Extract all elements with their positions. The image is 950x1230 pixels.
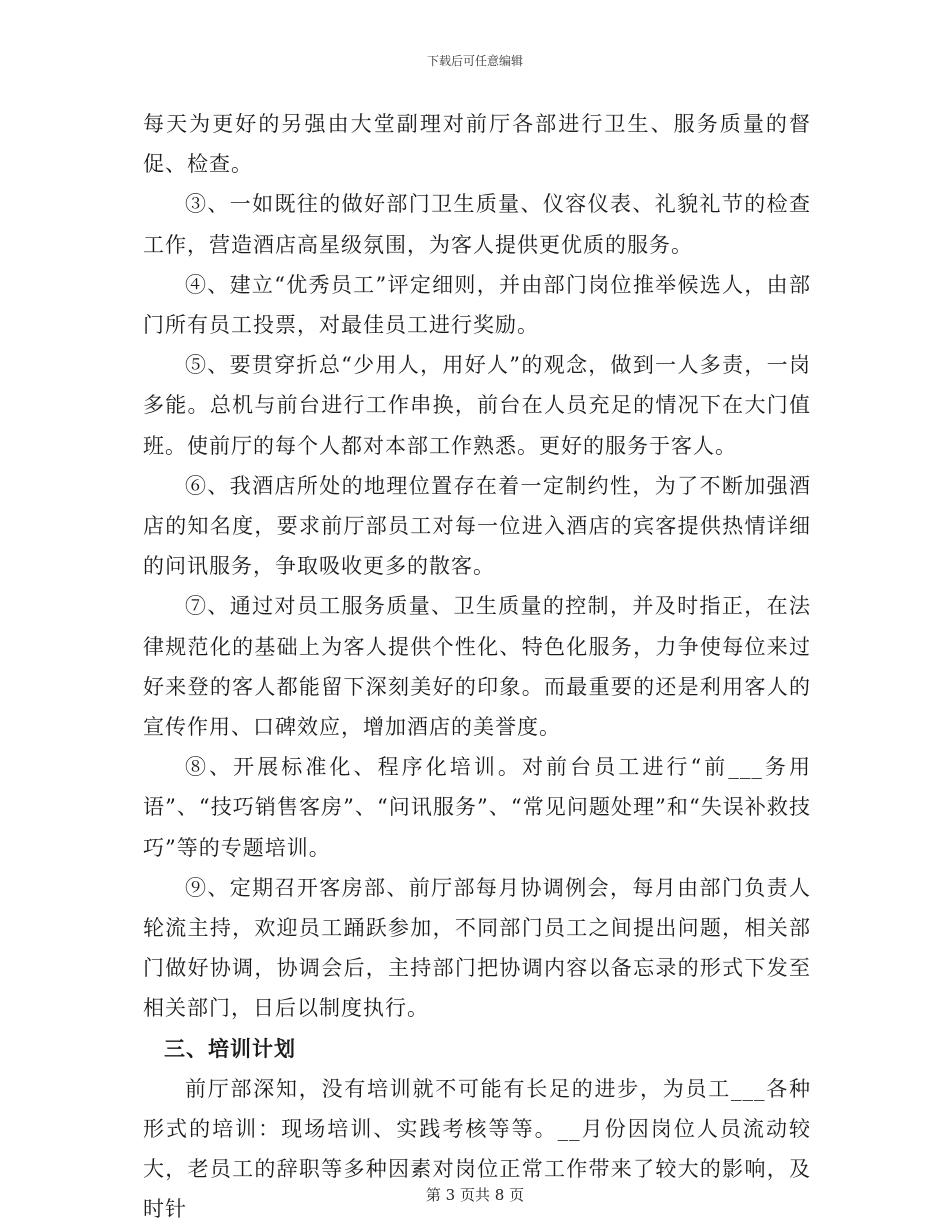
- paragraph-training: 前厅部深知，没有培训就不可能有长足的进步，为员工___各种形式的培训：现场培训、实践考核等等。__月份因岗位人员流动较大，老员工的辞职等多种因素对岗位正常工作带来了较大的影响，及时针: [143, 1076, 811, 1222]
- section-heading: 三、培训计划: [164, 1036, 296, 1061]
- document-body: [143, 104, 811, 1230]
- paragraph-item-9: ⑨、定期召开客房部、前厅部每月协调例会，每月由部门负责人轮流主持，欢迎员工踊跃参加，不同部门员工之间提出问题，相关部门做好协调，协调会后，主持部门把协调内容以备忘录的形式下发至相关部门，日后以制度执行。: [143, 875, 811, 1021]
- paragraph-item-8: ⑧、开展标准化、程序化培训。对前台员工进行“前___务用语”、“技巧销售客房”、“问讯服务”、“常见问题处理”和“失误补救技巧”等的专题培训。: [143, 755, 811, 860]
- paragraph-item-4: ④、建立“优秀员工”评定细则，并由部门岗位推举候选人，由部门所有员工投票，对最佳员工进行奖励。: [143, 272, 811, 338]
- paragraph-continuation: 每天为更好的另强由大堂副理对前厅各部进行卫生、服务质量的督促、检查。: [143, 112, 811, 177]
- paragraph-item-5: ⑤、要贯穿折总“少用人，用好人”的观念，做到一人多责，一岗多能。总机与前台进行工作串换，前台在人员充足的情况下在大门值班。使前厅的每个人都对本部工作熟悉。更好的服务于客人。: [143, 353, 811, 458]
- page-footer: 第 3 页共 8 页: [425, 1186, 525, 1204]
- paragraph-item-6: ⑥、我酒店所处的地理位置存在着一定制约性，为了不断加强酒店的知名度，要求前厅部员工对每一位进入酒店的宾客提供热情详细的问讯服务，争取吸收更多的散客。: [143, 473, 811, 579]
- page-header: 下载后可任意编辑: [426, 54, 523, 68]
- paragraph-item-7: ⑦、通过对员工服务质量、卫生质量的控制，并及时指正，在法律规范化的基础上为客人提供个性化、特色化服务，力争使每位来过好来登的客人都能留下深刻美好的印象。而最重要的还是利用客人的宣传作用、口碑效应，增加酒店的美誉度。: [143, 594, 811, 740]
- paragraph-item-3: ③、一如既往的做好部门卫生质量、仪容仪表、礼貌礼节的检查工作，营造酒店高星级氛围，为客人提供更优质的服务。: [143, 192, 811, 257]
